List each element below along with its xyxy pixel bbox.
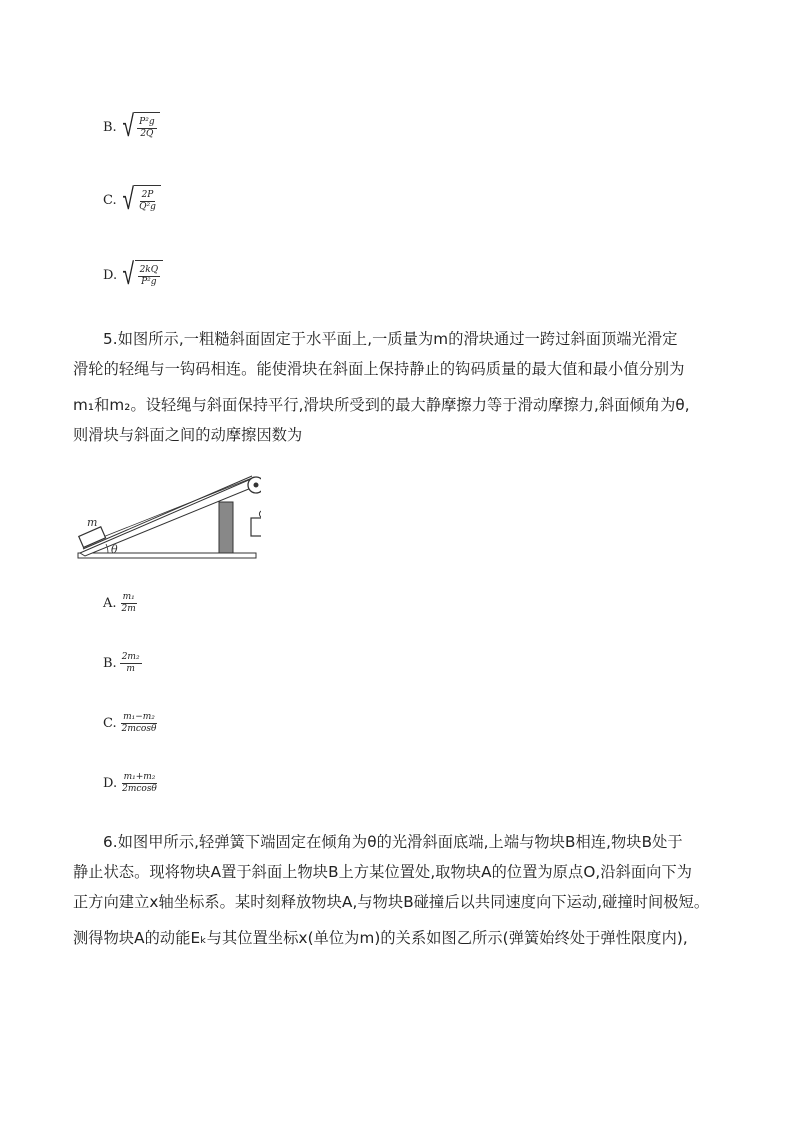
- fraction-numerator: P²g: [139, 117, 155, 127]
- mass-label: m: [87, 516, 98, 529]
- sqrt-expression: [120, 257, 163, 292]
- fraction: [120, 652, 142, 675]
- q4-option-c[interactable]: [103, 182, 161, 217]
- fraction: [120, 592, 138, 615]
- option-letter: C.: [103, 716, 117, 731]
- option-letter: D.: [103, 267, 118, 283]
- fraction: [138, 265, 161, 288]
- q5-option-c[interactable]: [103, 712, 158, 735]
- hook-weight: [251, 518, 261, 536]
- option-letter: C.: [103, 192, 117, 208]
- fraction-numerator: 2m₂: [121, 652, 140, 662]
- fraction-denominator: 2Q: [140, 129, 154, 139]
- q6-stem: [73, 827, 728, 953]
- radical-sign: √: [122, 257, 135, 292]
- fraction-numerator: m₁+m₂: [123, 772, 156, 782]
- q4-option-d[interactable]: [103, 257, 163, 292]
- q6-line-2: 静止状态。现将物块A置于斜面上物块B上方某位置处,取物块A的位置为原点O,沿斜面向下为: [73, 863, 693, 881]
- q6-line-1: 6.如图甲所示,轻弹簧下端固定在倾角为θ的光滑斜面底端,上端与物块B相连,物块B处于: [103, 833, 683, 851]
- q5-line-3: m₁和m₂。设轻绳与斜面保持平行,滑块所受到的最大静摩擦力等于滑动摩擦力,斜面倾角为θ,: [73, 396, 690, 414]
- q6-line-3: 正方向建立x轴坐标系。某时刻释放物块A,与物块B碰撞后以共同速度向下运动,碰撞时间极短。: [73, 893, 710, 911]
- q5-line-4: 则滑块与斜面之间的动摩擦因数为: [73, 426, 303, 444]
- q5-line-1: 5.如图所示,一粗糙斜面固定于水平面上,一质量为m的滑块通过一跨过斜面顶端光滑定: [103, 330, 678, 348]
- fraction: [120, 772, 159, 795]
- fraction-denominator: 2mcosθ: [122, 784, 157, 794]
- fraction: [137, 117, 156, 140]
- q5-option-d[interactable]: [103, 772, 159, 795]
- option-letter: B.: [103, 119, 117, 135]
- fraction-numerator: m₁−m₂: [123, 712, 155, 722]
- fraction-denominator: m: [126, 664, 135, 674]
- option-letter: A.: [103, 596, 117, 611]
- fraction-denominator: P²g: [141, 277, 157, 287]
- radical-sign: √: [122, 109, 134, 144]
- incline-pulley-figure: [76, 474, 261, 564]
- q5-option-b[interactable]: [103, 652, 142, 675]
- sqrt-expression: [120, 109, 160, 144]
- hook-icon: [259, 510, 261, 518]
- fraction-denominator: 2m: [121, 604, 136, 614]
- q5-option-a[interactable]: [103, 592, 138, 615]
- fraction-numerator: m₁: [122, 592, 135, 602]
- pulley-axle: [254, 483, 259, 488]
- fraction-numerator: 2kQ: [139, 265, 159, 275]
- angle-label: θ: [111, 543, 118, 556]
- q5-stem: [73, 324, 728, 450]
- fraction-denominator: Q²g: [139, 202, 156, 212]
- q4-option-b[interactable]: [103, 109, 160, 144]
- support-post: [219, 502, 233, 553]
- radical-sign: √: [122, 182, 134, 217]
- fraction-denominator: 2mcosθ: [121, 724, 157, 734]
- option-letter: B.: [103, 656, 117, 671]
- ground-base: [78, 553, 256, 558]
- q5-line-2: 滑轮的轻绳与一钩码相连。能使滑块在斜面上保持静止的钩码质量的最大值和最小值分别为: [73, 360, 685, 378]
- option-letter: D.: [103, 776, 118, 791]
- fraction-numerator: 2P: [141, 190, 154, 200]
- fraction: [120, 712, 159, 735]
- fraction: [137, 190, 158, 213]
- sqrt-expression: [120, 182, 161, 217]
- q6-line-4: 测得物块A的动能Eₖ与其位置坐标x(单位为m)的关系如图乙所示(弹簧始终处于弹性限度内),: [73, 929, 688, 947]
